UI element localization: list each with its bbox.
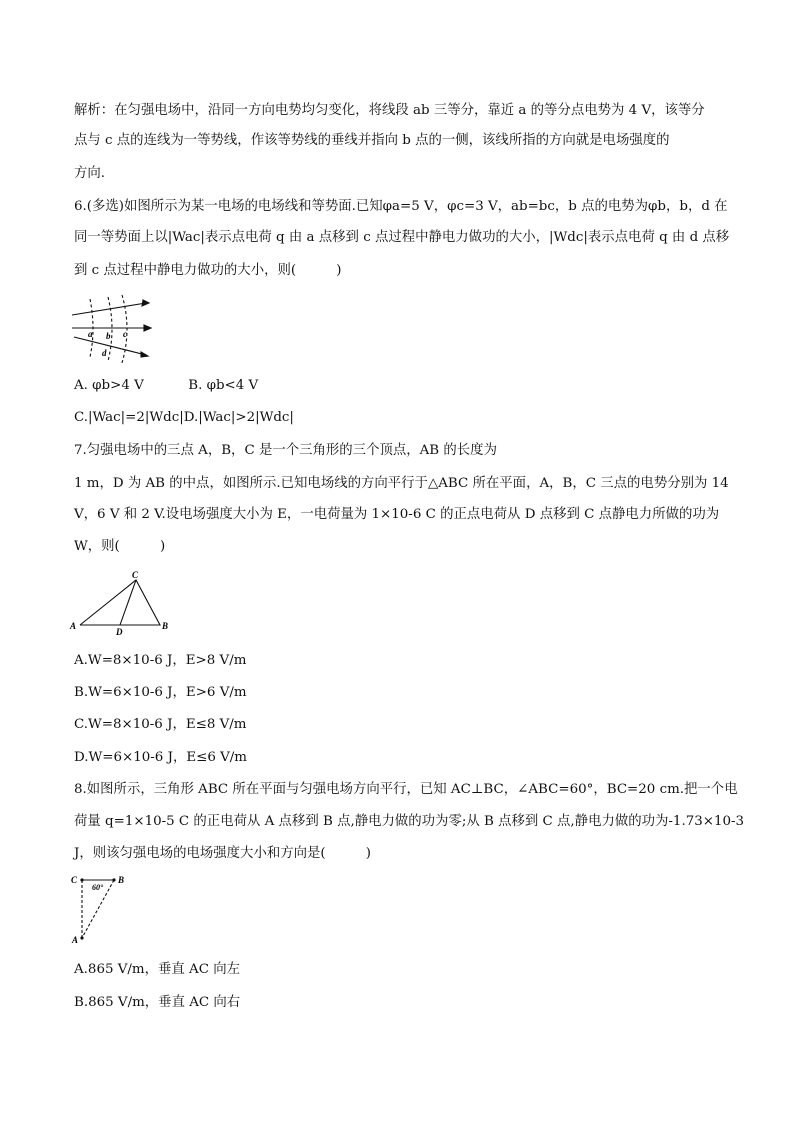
point-d-label: D bbox=[116, 627, 123, 637]
q7-option-b: B.W=6×10-6 J，E>6 V/m bbox=[74, 685, 247, 700]
vertex-c-label: C bbox=[132, 570, 139, 580]
q6-line-2: 同一等势面上以|Wac|表示点电荷 q 由 a 点移到 c 点过程中静电力做功的大小，|Wdc|表示点电荷 q 由 d 点移 bbox=[74, 230, 730, 245]
q7-option-c: C.W=8×10-6 J，E≤8 V/m bbox=[74, 717, 247, 732]
point-c-label: c bbox=[123, 329, 127, 339]
q6-options-cd: C.|Wac|=2|Wdc|D.|Wac|>2|Wdc| bbox=[74, 410, 294, 425]
q7-line-1: 7.匀强电场中的三点 A，B，C 是一个三角形的三个顶点，AB 的长度为 bbox=[74, 443, 497, 458]
q7-line-3: V，6 V 和 2 V.设电场强度大小为 E，一电荷量为 1×10-6 C 的正点电荷从 D 点移到 C 点静电力所做的功为 bbox=[74, 507, 720, 522]
q6-line-3: 到 c 点过程中静电力做功的大小，则( ) bbox=[74, 263, 342, 278]
point-b-label: b bbox=[106, 331, 111, 341]
field-lines-figure bbox=[66, 293, 156, 365]
q7-line-4: W，则( ) bbox=[74, 539, 166, 554]
solution-line-2: 点与 c 点的连线为一等势线，作该等势线的垂线并指向 b 点的一侧，该线所指的方向就是电场强度的 bbox=[74, 133, 670, 148]
q7-option-d: D.W=6×10-6 J，E≤6 V/m bbox=[74, 750, 247, 765]
triangle-abc-figure bbox=[66, 568, 176, 638]
q8-line-1: 8.如图所示，三角形 ABC 所在平面与匀强电场方向平行，已知 AC⊥BC，∠ABC=60°，BC=20 cm.把一个电 bbox=[74, 782, 738, 797]
vertex-c-label: C bbox=[71, 875, 78, 885]
q7-line-2: 1 m，D 为 AB 的中点，如图所示.已知电场线的方向平行于△ABC 所在平面，A，B，C 三点的电势分别为 14 bbox=[74, 476, 729, 491]
vertex-b-label: B bbox=[162, 621, 169, 631]
vertex-a-label: A bbox=[70, 621, 77, 631]
q6-line-1: 6.(多选)如图所示为某一电场的电场线和等势面.已知φa=5 V，φc=3 V，ab=bc，b 点的电势为φb，b，d 在 bbox=[74, 199, 728, 214]
q8-option-a: A.865 V/m，垂直 AC 向左 bbox=[74, 962, 241, 977]
q8-option-b: B.865 V/m，垂直 AC 向右 bbox=[74, 995, 241, 1010]
solution-line-3: 方向. bbox=[74, 166, 106, 181]
q8-line-3: J，则该匀强电场的电场强度大小和方向是( ) bbox=[74, 846, 372, 861]
angle-label: 60° bbox=[92, 883, 104, 892]
q7-option-a: A.W=8×10-6 J，E>8 V/m bbox=[74, 653, 247, 668]
solution-line-1: 解析：在匀强电场中，沿同一方向电势均匀变化，将线段 ab 三等分，靠近 a 的等分点电势为 4 V，该等分 bbox=[74, 103, 705, 118]
q8-line-2: 荷量 q=1×10-5 C 的正电荷从 A 点移到 B 点,静电力做的功为零;从 B 点移到 C 点,静电力做的功为-1.73×10-3 bbox=[74, 814, 745, 829]
point-a-label: a bbox=[88, 329, 93, 339]
vertex-b-label: B bbox=[118, 875, 125, 885]
right-triangle-figure bbox=[68, 870, 134, 946]
q6-options-ab: A. φb>4 V B. φb<4 V bbox=[74, 378, 259, 393]
vertex-a-label: A bbox=[72, 935, 79, 945]
point-d-label: d bbox=[102, 348, 107, 358]
